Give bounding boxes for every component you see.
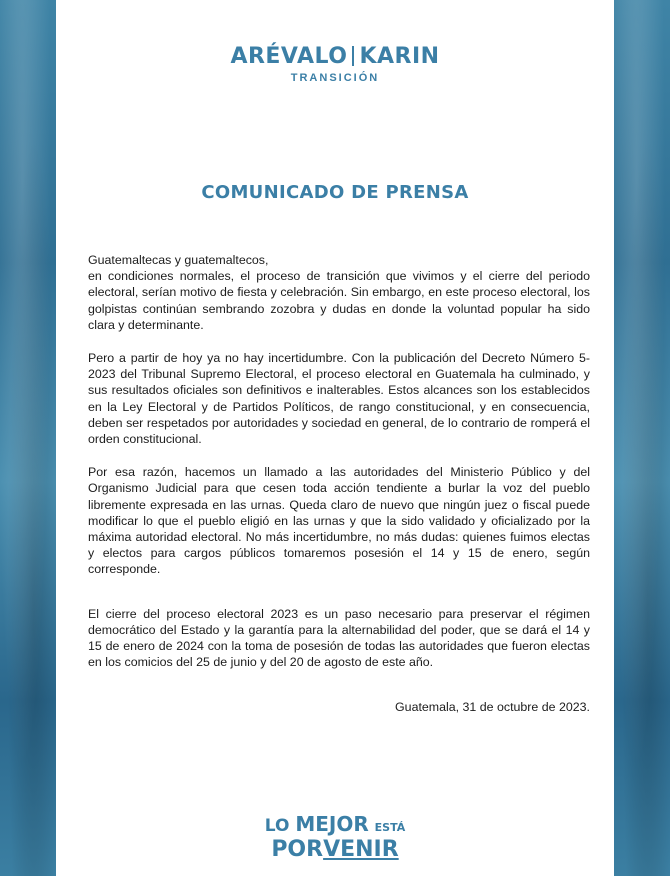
logo-subtitle: TRANSICIÓN — [290, 72, 380, 84]
footer-word-lo: LO — [264, 816, 290, 836]
footer-word-venir: VENIR — [323, 837, 399, 862]
footer-logo — [56, 814, 614, 862]
left-photo-strip — [0, 0, 56, 876]
footer-word-por: POR — [271, 837, 324, 862]
page-title: COMUNICADO DE PRENSA — [201, 182, 469, 203]
logo-divider — [352, 46, 354, 66]
paragraph-2: Pero a partir de hoy ya no hay incertidumbre. Con la publicación del Decreto Número 5-2023 del Tribunal Supremo Electoral, el proceso electoral en Guatemala ha culminado, y sus resultados oficiales son definitivos e inalterables. Estos alcances son los establecidos en la Ley Electoral y de Partidos Políticos, de rango constitucional, y en consecuencia, deben ser respetados por autoridades y sociedad en general, de lo contrario de romperá el orden constitucional. — [88, 351, 590, 447]
logo-left-text: ARÉVALO — [230, 44, 348, 69]
footer-word-esta: ESTÁ — [374, 821, 406, 834]
logo-right-text: KARIN — [359, 44, 440, 69]
date-line: Guatemala, 31 de octubre de 2023. — [395, 700, 590, 714]
document-page — [56, 0, 614, 876]
paragraph-4: El cierre del proceso electoral 2023 es un paso necesario para preservar el régimen democrático del Estado y la garantía para la alternabilidad del poder, que se dará el 14 y 15 de enero de 2024 con la toma de posesión de todas las autoridades que fueron electas en los comicios del 25 de junio y del 20 de agosto de este año. — [88, 606, 590, 670]
right-photo-strip — [614, 0, 670, 876]
footer-word-mejor: MEJOR — [295, 812, 369, 836]
paragraph-3: Por esa razón, hacemos un llamado a las autoridades del Ministerio Público y del Organismo Judicial para que cesen toda acción tendiente a burlar la voz del pueblo libremente expresada en las urnas. Queda claro de nuevo que ningún juez o fiscal puede modificar lo que el pueblo eligió en las urnas y que la sido validado y oficializado por la máxima autoridad electoral. No más incertidumbre, no más dudas: quienes fuimos electas y electos para cargos públicos tomaremos posesión el 14 y 15 de enero, según corresponde. — [88, 465, 590, 577]
paragraph-1: Guatemaltecas y guatemaltecos, en condiciones normales, el proceso de transición que vivimos y el cierre del periodo electoral, serían motivo de fiesta y celebración. Sin embargo, en este proceso electoral, los golpistas continúan sembrando zozobra y dudas en donde la voluntad popular ha sido clara y determinante. — [88, 253, 590, 332]
header-logo — [56, 44, 614, 84]
press-release-body — [88, 252, 590, 687]
